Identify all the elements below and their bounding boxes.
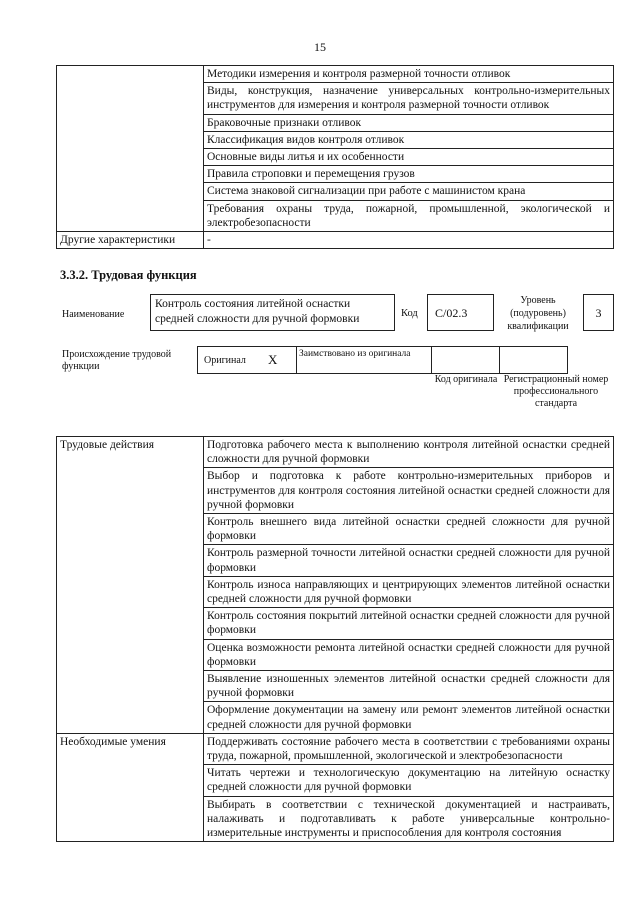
table-cell: Виды, конструкция, назначение универсальных контрольно-измерительных инструментов для измерения и контроля размерной точности отливок bbox=[204, 83, 614, 114]
origin-code-caption: Код оригинала bbox=[434, 374, 498, 385]
actions-label: Трудовые действия bbox=[57, 437, 204, 734]
table-cell: Методики измерения и контроля размерной точности отливок bbox=[204, 66, 614, 83]
origin-code-cell bbox=[431, 347, 500, 373]
table-cell: Читать чертежи и технологическую документацию на литейную оснастку средней сложности для ручной формовки bbox=[204, 765, 614, 796]
function-name-box bbox=[150, 294, 395, 331]
table-cell: Оценка возможности ремонта литейной оснастки средней сложности для ручной формовки bbox=[204, 639, 614, 670]
knowledge-table bbox=[56, 65, 614, 249]
section-heading: 3.3.2. Трудовая функция bbox=[60, 268, 197, 282]
code-value: С/02.3 bbox=[435, 306, 468, 320]
table-row bbox=[57, 66, 614, 83]
original-label: Оригинал bbox=[204, 355, 246, 366]
registration-caption: Регистрационный номер профессионального стандарта bbox=[503, 374, 609, 409]
original-mark: X bbox=[268, 352, 278, 367]
table-label-cell bbox=[57, 66, 204, 232]
functions-table bbox=[56, 436, 614, 842]
original-cell bbox=[198, 347, 297, 373]
table-row bbox=[57, 232, 614, 249]
name-label: Наименование bbox=[62, 309, 125, 320]
level-box bbox=[583, 294, 614, 331]
level-label: Уровень (подуровень) квалификации bbox=[507, 295, 569, 332]
table-cell: Браковочные признаки отливок bbox=[204, 114, 614, 131]
table-row bbox=[57, 437, 614, 468]
table-cell: Выявление изношенных элементов литейной оснастки средней сложности для ручной формовки bbox=[204, 671, 614, 702]
origin-label: Происхождение трудовой функции bbox=[62, 349, 172, 372]
borrowed-cell bbox=[296, 347, 432, 373]
origin-box bbox=[197, 346, 568, 374]
code-label: Код bbox=[401, 308, 418, 319]
skills-label: Необходимые умения bbox=[57, 733, 204, 841]
table-cell: Система знаковой сигнализации при работе с машинистом крана bbox=[204, 183, 614, 200]
table-cell: Классификация видов контроля отливок bbox=[204, 131, 614, 148]
table-cell: Контроль внешнего вида литейной оснастки средней сложности для ручной формовки bbox=[204, 514, 614, 545]
table-cell: Контроль износа направляющих и центрирующих элементов литейной оснастки средней сложности для ручной формовки bbox=[204, 576, 614, 607]
other-characteristics-value: - bbox=[204, 232, 614, 249]
table-cell: Оформление документации на замену или ремонт элементов литейной оснастки средней сложности для ручной формовки bbox=[204, 702, 614, 733]
table-cell: Подготовка рабочего места к выполнению контроля литейной оснастки средней сложности для ручной формовки bbox=[204, 437, 614, 468]
table-cell: Выбирать в соответствии с технической документацией и настраивать, налаживать и подготавливать к работе универсальные контрольно-измерительные инструменты и приспособления для контроля состояния bbox=[204, 796, 614, 842]
table-cell: Контроль состояния покрытий литейной оснастки средней сложности для ручной формовки bbox=[204, 608, 614, 639]
function-name-value: Контроль состояния литейной оснастки средней сложности для ручной формовки bbox=[155, 298, 360, 325]
table-cell: Требования охраны труда, пожарной, промышленной, экологической и электробезопасности bbox=[204, 200, 614, 231]
table-cell: Выбор и подготовка к работе контрольно-измерительных приборов и инструментов для контроля состояния литейной оснастки средней сложности для ручной формовки bbox=[204, 468, 614, 514]
page-number: 15 bbox=[314, 40, 326, 54]
other-characteristics-label: Другие характеристики bbox=[57, 232, 204, 249]
table-row bbox=[57, 733, 614, 764]
table-cell: Основные виды литья и их особенности bbox=[204, 149, 614, 166]
code-box bbox=[427, 294, 494, 331]
level-value: 3 bbox=[595, 306, 602, 320]
table-cell: Поддерживать состояние рабочего места в соответствии с требованиями охраны труда, пожарной, промышленной, экологической и электробезопасности bbox=[204, 733, 614, 764]
table-cell: Контроль размерной точности литейной оснастки средней сложности для ручной формовки bbox=[204, 545, 614, 576]
table-cell: Правила строповки и перемещения грузов bbox=[204, 166, 614, 183]
borrowed-label: Заимствовано из оригинала bbox=[299, 349, 411, 359]
